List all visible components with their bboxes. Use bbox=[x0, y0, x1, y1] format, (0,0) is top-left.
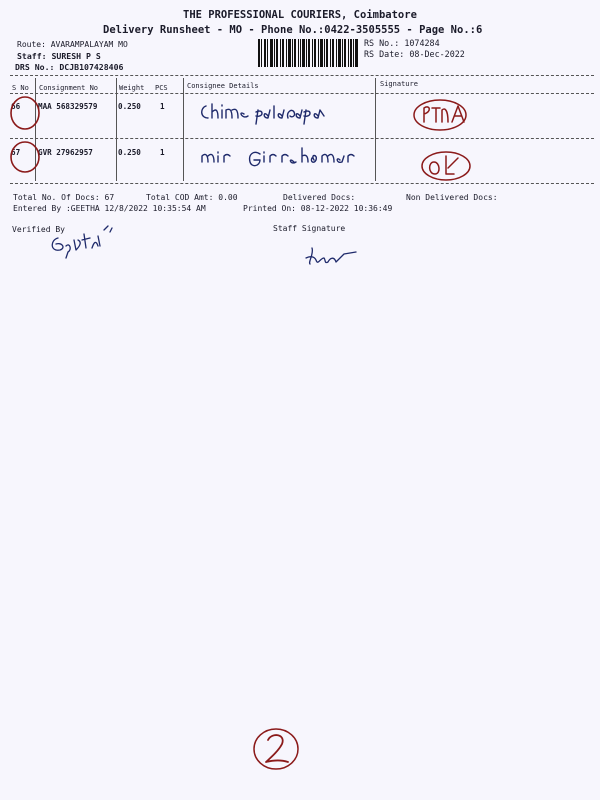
verifier-signature bbox=[48, 224, 118, 260]
drs-number: DRS No.: DCJB107428406 bbox=[15, 62, 124, 72]
col-header-consignee: Consignee Details bbox=[187, 82, 259, 90]
route-label: Route: AVARAMPALAYAM MO bbox=[17, 40, 128, 49]
rs-number: RS No.: 1074284 bbox=[364, 38, 440, 48]
col-header-signature: Signature bbox=[380, 80, 418, 88]
handwritten-page-number-2 bbox=[248, 724, 308, 774]
handwritten-consignee-name bbox=[198, 96, 348, 126]
table-bottom-rule bbox=[10, 183, 594, 184]
row-weight: 0.250 bbox=[118, 102, 141, 111]
row-consignment: GVR 27962957 bbox=[38, 148, 93, 157]
row-consignment: MAA 568329579 bbox=[38, 102, 98, 111]
col-header-pcs: PCS bbox=[155, 84, 168, 92]
printed-on: Printed On: 08-12-2022 10:36:49 bbox=[243, 204, 393, 213]
row-divider bbox=[10, 138, 594, 139]
rs-date: RS Date: 08-Dec-2022 bbox=[364, 49, 465, 59]
staff-label: Staff: SURESH P S bbox=[17, 51, 101, 61]
verified-by-label: Verified By bbox=[12, 225, 65, 234]
non-delivered-docs: Non Delivered Docs: bbox=[406, 193, 498, 202]
handwritten-consignee-name bbox=[198, 142, 358, 172]
row-weight: 0.250 bbox=[118, 148, 141, 157]
total-cod-amount: Total COD Amt: 0.00 bbox=[146, 193, 238, 202]
table-top-rule bbox=[10, 75, 594, 76]
total-docs: Total No. Of Docs: 67 bbox=[13, 193, 115, 202]
col-header-sno: S No bbox=[12, 84, 29, 92]
delivered-docs: Delivered Docs: bbox=[283, 193, 356, 202]
staff-signature bbox=[300, 242, 360, 270]
col-divider bbox=[375, 78, 376, 181]
staff-signature-label: Staff Signature bbox=[273, 224, 346, 233]
handwritten-circle-mark bbox=[5, 138, 45, 178]
handwritten-ok-mark bbox=[418, 148, 478, 184]
col-divider bbox=[183, 78, 184, 181]
row-pcs: 1 bbox=[160, 148, 165, 157]
row-pcs: 1 bbox=[160, 102, 165, 111]
row-sno: 66 bbox=[11, 102, 21, 111]
barcode-image bbox=[258, 39, 358, 67]
row-sno: 67 bbox=[11, 148, 21, 157]
table-header-rule bbox=[10, 93, 594, 94]
col-header-weight: Weight bbox=[119, 84, 145, 92]
col-header-consignment: Consignment No bbox=[39, 84, 99, 92]
handwritten-circle-mark bbox=[5, 92, 45, 132]
handwritten-signature-mark bbox=[410, 94, 470, 134]
runsheet-title: Delivery Runsheet - MO - Phone No.:0422-3505555 - Page No.:6 bbox=[103, 24, 483, 36]
entered-by: Entered By :GEETHA 12/8/2022 10:35:54 AM bbox=[13, 204, 206, 213]
company-title: THE PROFESSIONAL COURIERS, Coimbatore bbox=[183, 9, 417, 21]
col-divider bbox=[116, 78, 117, 181]
